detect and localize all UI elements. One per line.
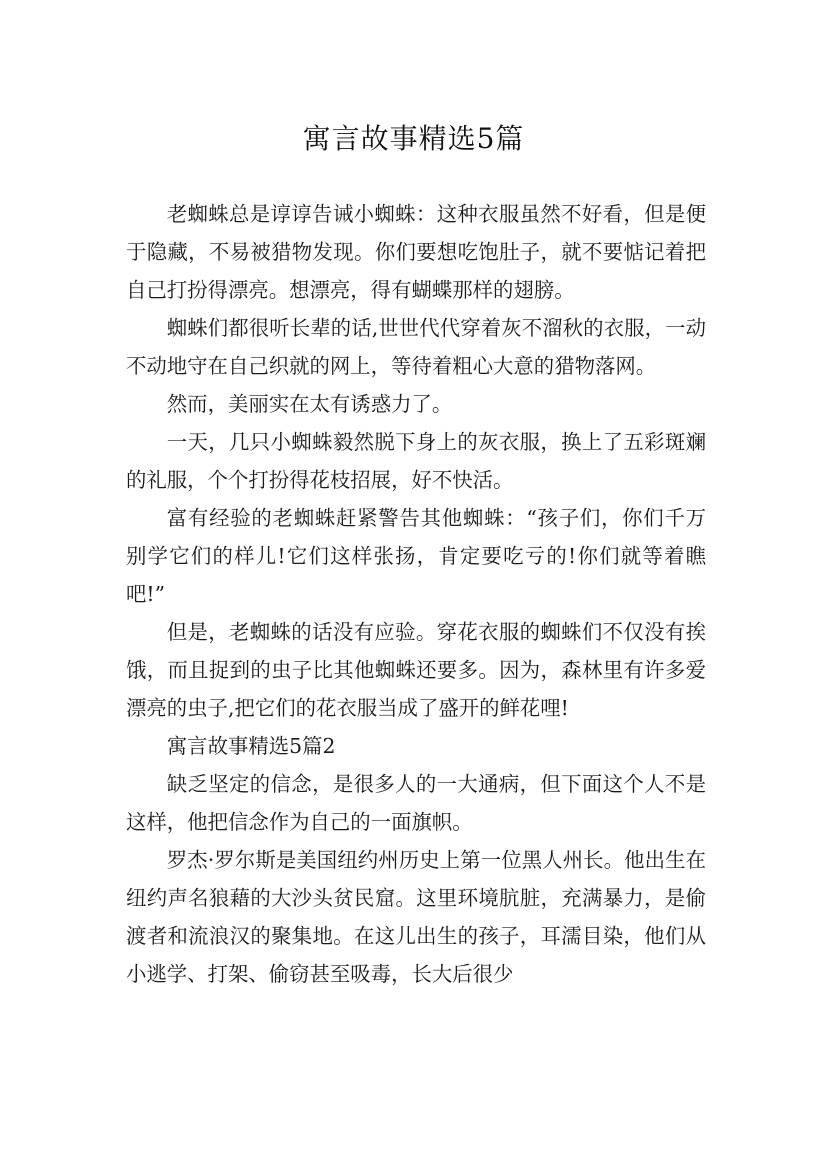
document-title: 寓言故事精选5篇 — [302, 121, 525, 155]
paragraph: 然而，美丽实在太有诱惑力了。 — [166, 392, 453, 416]
paragraph: 缺乏坚定的信念，是很多人的一大通病，但下面这个人不是这样，他把信念作为自己的一面旗帜。 — [126, 772, 706, 834]
paragraph: 富有经验的老蜘蛛赶紧警告其他蜘蛛：“孩子们，你们千万别学它们的样儿!它们这样张扬，肯定要吃亏的!你们就等着瞧吧!” — [126, 506, 706, 606]
document-body — [126, 195, 706, 993]
section-heading: 寓言故事精选5篇2 — [166, 734, 336, 758]
paragraph: 罗杰·罗尔斯是美国纽约州历史上第一位黑人州长。他出生在纽约声名狼藉的大沙头贫民窟。这里环境肮脏，充满暴力，是偷渡者和流浪汉的聚集地。在这儿出生的孩子，耳濡目染，他们从小逃学、打架、偷窃甚至吸毒，长大后很少 — [126, 848, 706, 986]
paragraph: 老蜘蛛总是谆谆告诫小蜘蛛：这种衣服虽然不好看，但是便于隐藏，不易被猎物发现。你们要想吃饱肚子，就不要惦记着把自己打扮得漂亮。想漂亮，得有蝴蝶那样的翅膀。 — [126, 202, 706, 302]
paragraph: 一天，几只小蜘蛛毅然脱下身上的灰衣服，换上了五彩斑斓的礼服，个个打扮得花枝招展，好不快活。 — [126, 430, 706, 492]
paragraph: 但是，老蜘蛛的话没有应验。穿花衣服的蜘蛛们不仅没有挨饿，而且捉到的虫子比其他蜘蛛还要多。因为，森林里有许多爱漂亮的虫子,把它们的花衣服当成了盛开的鲜花哩! — [126, 620, 706, 720]
paragraph: 蜘蛛们都很听长辈的话,世世代代穿着灰不溜秋的衣服，一动不动地守在自己织就的网上，等待着粗心大意的猎物落网。 — [126, 316, 706, 378]
